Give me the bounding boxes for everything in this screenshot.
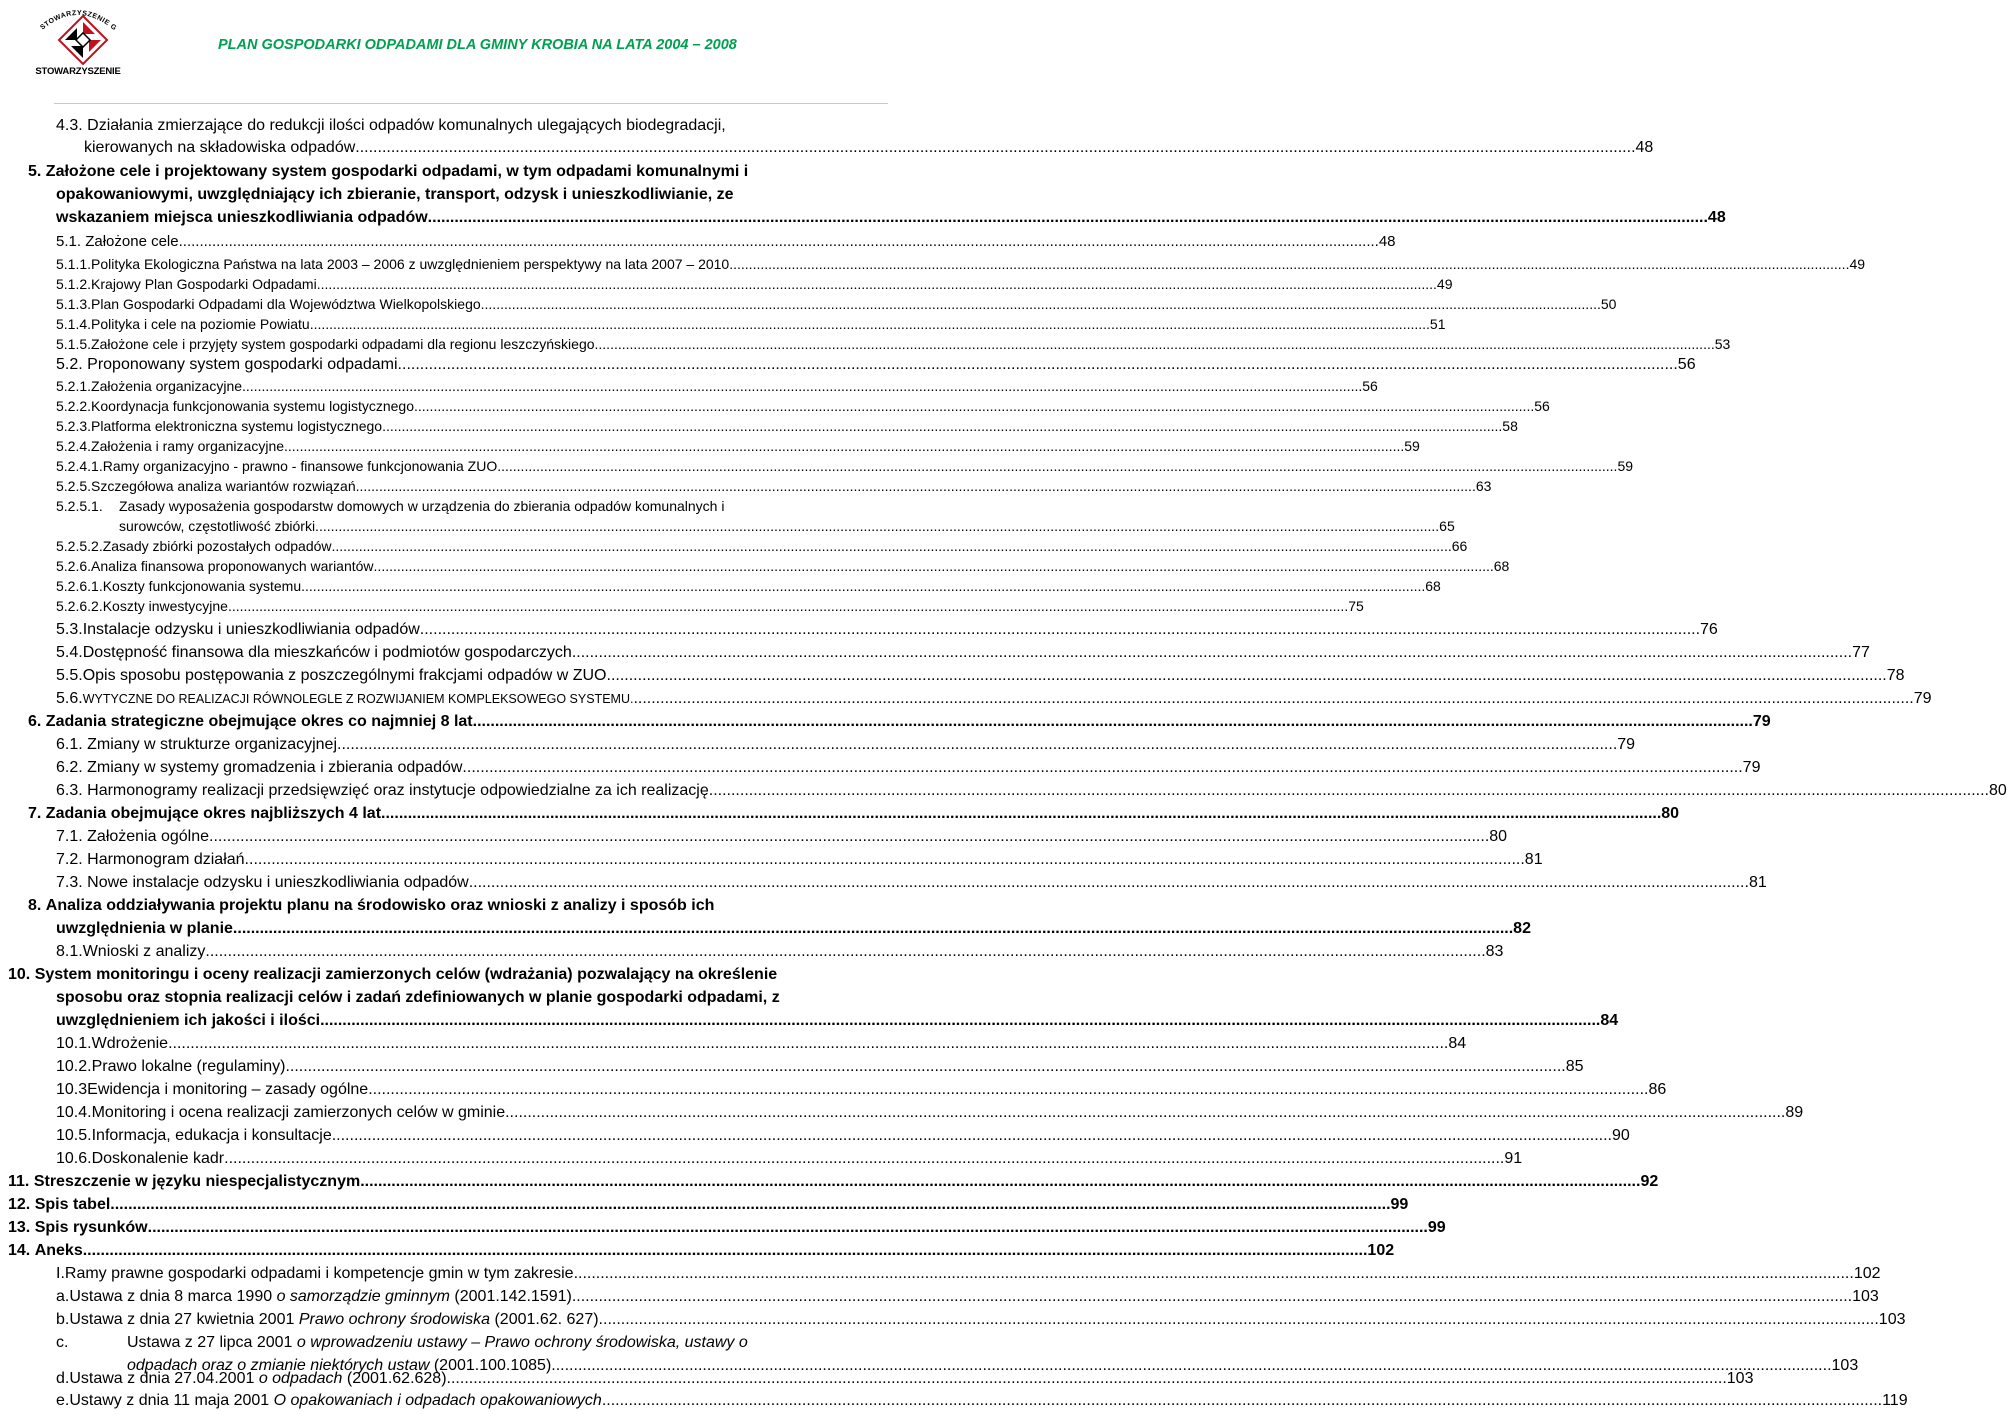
toc-entry-5-2-6-1[interactable]: 5.2.6.1. Koszty funkcjonowania systemu. ..... 68 (56, 578, 956, 594)
toc-entry-10-5[interactable]: 10.5. Informacja, edukacja i konsultacje ..... 90 (56, 1127, 956, 1145)
toc-entry-annex-d[interactable]: d. Ustawa z dnia 27.04.2001 o odpadach (2001.62.628) ..... 103 (56, 1370, 956, 1388)
toc-entry-12[interactable]: 12. Spis tabel ..... 99 (8, 1196, 956, 1214)
toc-entry-10-3[interactable]: 10.3 Ewidencja i monitoring – zasady ogólne ..... 86 (56, 1081, 956, 1099)
document-title: PLAN GOSPODARKI ODPADAMI DLA GMINY KROBIA NA LATA 2004 – 2008 (218, 37, 737, 53)
toc-entry-5-2-6[interactable]: 5.2.6. Analiza finansowa proponowanych wariantów ..... 68 (56, 558, 956, 574)
toc-entry-annex-I[interactable]: I. Ramy prawne gospodarki odpadami i kompetencje gmin w tym zakresie ..... 102 (56, 1265, 956, 1283)
toc-entry-7[interactable]: 7. Zadania obejmujące okres najbliższych 4 lat ..... 80 (28, 805, 956, 823)
toc-entry-8-cont[interactable]: uwzględnienia w planie ..... 82 (56, 920, 956, 938)
toc-entry-5-6[interactable]: 5.6. WYTYCZNE DO REALIZACJI RÓWNOLEGLE Z ROZWIJANIEM KOMPLEKSOWEGO SYSTEMU. ..... 79 (56, 690, 956, 708)
logo-arc-text (30, 4, 126, 33)
toc-entry-5[interactable]: 5. Założone cele i projektowany system gospodarki odpadami, w tym odpadami komunalnymi i (28, 163, 749, 180)
page-header (0, 0, 960, 104)
toc-entry-13[interactable]: 13. Spis rysunków ..... 99 (8, 1219, 956, 1237)
toc-entry-5-line3[interactable]: wskazaniem miejsca unieszkodliwiania odpadów ..... 48 (56, 209, 956, 227)
toc-entry-10[interactable]: 10. System monitoringu i oceny realizacji zamierzonych celów (wdrażania) pozwalający na określenie (8, 966, 778, 983)
toc-entry-5-2-4[interactable]: 5.2.4. Założenia i ramy organizacyjne ..... 59 (56, 438, 956, 454)
toc-entry-5-2[interactable]: 5.2. Proponowany system gospodarki odpadami ..... 56 (56, 356, 956, 374)
toc-entry-5-1[interactable]: 5.1. Założone cele ..... 48 (56, 233, 956, 250)
toc-entry-5-1-4[interactable]: 5.1.4. Polityka i cele na poziomie Powiatu ..... 51 (56, 316, 956, 332)
toc-entry-6[interactable]: 6. Zadania strategiczne obejmujące okres co najmniej 8 lat ..... 79 (28, 713, 956, 731)
toc-entry-5-2-6-2[interactable]: 5.2.6.2. Koszty inwestycyjne ..... 75 (56, 598, 956, 614)
logo (22, 4, 134, 90)
toc-entry-6-2[interactable]: 6.2. Zmiany w systemy gromadzenia i zbierania odpadów ..... 79 (56, 759, 956, 777)
svg-text:STOWARZYSZENIE GMIN: STOWARZYSZENIE G (39, 9, 118, 33)
toc-entry-7-1[interactable]: 7.1. Założenia ogólne ..... 80 (56, 828, 956, 846)
toc-entry-14[interactable]: 14. Aneks. ..... 102 (8, 1242, 956, 1260)
org-name: STOWARZYSZENIE (35, 66, 121, 77)
header-divider (54, 103, 888, 104)
toc-entry-5-2-5-2[interactable]: 5.2.5.2. Zasady zbiórki pozostałych odpadów ..... 66 (56, 538, 956, 554)
toc-entry-5-1-3[interactable]: 5.1.3. Plan Gospodarki Odpadami dla Województwa Wielkopolskiego ..... 50 (56, 296, 956, 312)
toc-entry-5-5[interactable]: 5.5. Opis sposobu postępowania z poszczególnymi frakcjami odpadów w ZUO ..... 78 (56, 667, 956, 685)
toc-entry-7-3[interactable]: 7.3. Nowe instalacje odzysku i unieszkodliwiania odpadów ..... 81 (56, 874, 956, 892)
toc-entry-5-2-4-1[interactable]: 5.2.4.1. Ramy organizacyjno - prawno - finansowe funkcjonowania ZUO ..... 59 (56, 458, 956, 474)
toc-entry-11[interactable]: 11. Streszczenie w języku niespecjalistycznym ..... 92 (8, 1173, 956, 1191)
toc-entry-10-line3[interactable]: uwzględnieniem ich jakości i ilości ..... 84 (56, 1012, 956, 1030)
toc-entry-10-4[interactable]: 10.4. Monitoring i ocena realizacji zamierzonych celów w gminie ..... 89 (56, 1104, 956, 1122)
toc-entry-8[interactable]: 8. Analiza oddziaływania projektu planu na środowisko oraz wnioski z analizy i sposób ich (28, 897, 715, 914)
toc-entry-annex-e[interactable]: e. Ustawy z dnia 11 maja 2001 O opakowaniach i odpadach opakowaniowych ..... 119 (56, 1392, 956, 1410)
toc-entry-5-4[interactable]: 5.4. Dostępność finansowa dla mieszkańców i podmiotów gospodarczych ..... 77 (56, 644, 956, 662)
toc-entry-5-2-5-1-cont[interactable]: surowców, częstotliwość zbiórki. ..... 65 (119, 518, 956, 534)
toc-entry-5-2-2[interactable]: 5.2.2. Koordynacja funkcjonowania systemu logistycznego ..... 56 (56, 398, 956, 414)
toc-entry-5-1-1[interactable]: 5.1.1. Polityka Ekologiczna Państwa na lata 2003 – 2006 z uwzględnieniem perspektywy na lata 2007 – 2010 ..... 49 (56, 256, 956, 272)
toc-entry-6-1[interactable]: 6.1. Zmiany w strukturze organizacyjnej ..... 79 (56, 736, 956, 754)
toc-entry-5-2-3[interactable]: 5.2.3. Platforma elektroniczna systemu logistycznego ..... 58 (56, 418, 956, 434)
toc-entry-5-1-2[interactable]: 5.1.2. Krajowy Plan Gospodarki Odpadami ..... 49 (56, 276, 956, 292)
toc-entry-10-2[interactable]: 10.2. Prawo lokalne (regulaminy) ..... 85 (56, 1058, 956, 1076)
toc-entry-10-6[interactable]: 10.6. Doskonalenie kadr ..... 91 (56, 1150, 956, 1168)
toc-entry-annex-b[interactable]: b. Ustawa z dnia 27 kwietnia 2001 Prawo ochrony środowiska (2001.62. 627) ..... 103 (56, 1311, 956, 1329)
toc-entry-5-2-5-1[interactable]: 5.2.5.1. Zasady wyposażenia gospodarstw domowych w urządzenia do zbierania odpadów komunalnych i (56, 498, 725, 514)
toc-entry-10-1[interactable]: 10.1. Wdrożenie ..... 84 (56, 1035, 956, 1053)
toc-entry-6-3[interactable]: 6.3. Harmonogramy realizacji przedsięwzięć oraz instytucje odpowiedzialne za ich realizację ..... 80 (56, 782, 956, 800)
toc-entry-annex-c[interactable]: c. Ustawa z 27 lipca 2001 o wprowadzeniu ustawy – Prawo ochrony środowiska, ustawy o (56, 1334, 748, 1351)
toc-entry-10-line2: sposobu oraz stopnia realizacji celów i zadań zdefiniowanych w planie gospodarki odpadami, z (56, 989, 780, 1006)
toc-entry-annex-a[interactable]: a. Ustawa z dnia 8 marca 1990 o samorządzie gminnym (2001.142.1591) ..... 103 (56, 1288, 956, 1306)
toc-entry-8-1[interactable]: 8.1. Wnioski z analizy ..... 83 (56, 943, 956, 961)
toc-entry-5-2-5[interactable]: 5.2.5. Szczegółowa analiza wariantów rozwiązań ..... 63 (56, 478, 956, 494)
toc-entry-7-2[interactable]: 7.2. Harmonogram działań ..... 81 (56, 851, 956, 869)
toc-entry-annex-c-cont[interactable]: odpadach oraz o zmianie niektórych ustaw (2001.100.1085) ..... 103 (127, 1357, 956, 1375)
toc-entry-4-3-cont[interactable]: kierowanych na składowiska odpadów ..... 48 (84, 139, 956, 157)
toc-entry-5-line2: opakowaniowymi, uwzględniający ich zbieranie, transport, odzysk i unieszkodliwianie, ze (56, 186, 734, 203)
toc-entry-4-3[interactable]: 4.3. Działania zmierzające do redukcji ilości odpadów komunalnych ulegających biodegradacji, (56, 117, 726, 134)
toc-entry-5-1-5[interactable]: 5.1.5. Założone cele i przyjęty system gospodarki odpadami dla regionu leszczyńskiego ..... 53 (56, 336, 956, 352)
toc-entry-5-3[interactable]: 5.3. Instalacje odzysku i unieszkodliwiania odpadów ..... 76 (56, 621, 956, 639)
toc-entry-5-2-1[interactable]: 5.2.1. Założenia organizacyjne ..... 56 (56, 378, 956, 394)
